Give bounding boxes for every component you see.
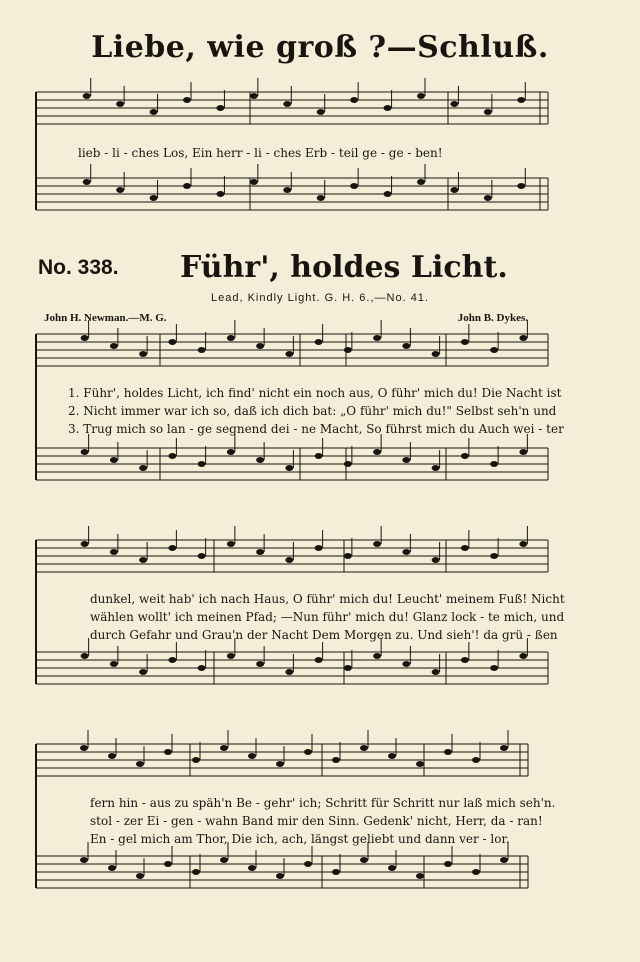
treble-3-note [402, 549, 410, 555]
treble-3-note [227, 541, 235, 547]
verse-1-line-3: fern hin - aus zu späh'n Be - gehr' ich; Schritt für Schritt nur laß mich seh'n. [90, 796, 556, 810]
bass-2-note [344, 461, 352, 467]
treble-4-note [388, 753, 396, 759]
treble-2-note [519, 335, 527, 341]
bass-1-note [250, 179, 258, 185]
bass-3-note [402, 661, 410, 667]
treble-1-note [283, 101, 291, 107]
treble-2-note [432, 351, 440, 357]
bass-4-note [472, 869, 480, 875]
verse-2-line-2: wählen wollt' ich meinen Pfad; —Nun führ' mich du! Glanz lock - te mich, und [90, 610, 565, 624]
bass-1-note [484, 195, 492, 201]
treble-4-note [360, 745, 368, 751]
treble-2-note [402, 343, 410, 349]
treble-1-note [417, 93, 425, 99]
bass-3-note [81, 653, 89, 659]
treble-4-note [164, 749, 172, 755]
treble-3-note [110, 549, 118, 555]
composer-credit: John B. Dykes. [457, 312, 528, 324]
bass-1-note [150, 195, 158, 201]
treble-2-note [285, 351, 293, 357]
bass-4-note [248, 865, 256, 871]
bass-1-note [317, 195, 325, 201]
author-credit: John H. Newman.—M. G. [44, 312, 167, 324]
treble-1-note [150, 109, 158, 115]
verse-2-line-1: 2. Nicht immer war ich so, daß ich dich bat: „O führ' mich du!" Selbst seh'n und [68, 404, 557, 418]
bass-4-note [388, 865, 396, 871]
bass-3-note [461, 657, 469, 663]
continuation-title: Liebe, wie groß ?—Schluß. [91, 30, 549, 65]
bass-2-note [227, 449, 235, 455]
bass-1-note [417, 179, 425, 185]
treble-2-note [81, 335, 89, 341]
treble-1-note [517, 97, 525, 103]
bass-4-note [220, 857, 228, 863]
treble-1-note [83, 93, 91, 99]
bass-3-note [256, 661, 264, 667]
bass-2-note [490, 461, 498, 467]
bass-3-note [139, 669, 147, 675]
verse-3-line-2: durch Gefahr und Grau'n der Nacht Dem Morgen zu. Und sieh'! da grü - ßen [90, 628, 558, 642]
treble-2-note [490, 347, 498, 353]
treble-2-note [461, 339, 469, 345]
treble-1-note [484, 109, 492, 115]
treble-4-note [472, 757, 480, 763]
treble-1-note [350, 97, 358, 103]
treble-3-note [139, 557, 147, 563]
bass-2-note [315, 453, 323, 459]
bass-3-note [285, 669, 293, 675]
treble-2-note [168, 339, 176, 345]
bass-3-note [373, 653, 381, 659]
verse-2-line-3: stol - zer Ei - gen - wahn Band mir den Sinn. Gedenk' nicht, Herr, da - ran! [90, 814, 543, 828]
bass-2-note [81, 449, 89, 455]
verse-1-line-2: dunkel, weit hab' ich nach Haus, O führ' mich du! Leucht' meinem Fuß! Nicht [90, 592, 565, 606]
bass-4-note [136, 873, 144, 879]
treble-3-note [198, 553, 206, 559]
verse-1-line-1: 1. Führ', holdes Licht, ich find' nicht ein noch aus, O führ' mich du! Die Nacht ist [68, 386, 562, 400]
bass-2-note [139, 465, 147, 471]
treble-4-note [416, 761, 424, 767]
treble-1-note [250, 93, 258, 99]
bass-1-note [216, 191, 224, 197]
bass-1-note [116, 187, 124, 193]
bass-3-note [344, 665, 352, 671]
treble-3-note [373, 541, 381, 547]
treble-3-note [344, 553, 352, 559]
bass-2-note [285, 465, 293, 471]
bass-3-note [432, 669, 440, 675]
treble-3-note [256, 549, 264, 555]
bass-3-note [168, 657, 176, 663]
treble-3-note [490, 553, 498, 559]
treble-1-note [216, 105, 224, 111]
hymn-number: No. 338. [38, 256, 119, 279]
bass-3-note [110, 661, 118, 667]
bass-3-note [519, 653, 527, 659]
treble-4-note [80, 745, 88, 751]
bass-2-note [461, 453, 469, 459]
bass-4-note [500, 857, 508, 863]
bass-4-note [192, 869, 200, 875]
bass-3-note [490, 665, 498, 671]
bass-1-note [83, 179, 91, 185]
treble-2-note [373, 335, 381, 341]
treble-2-note [139, 351, 147, 357]
treble-4-note [276, 761, 284, 767]
treble-2-note [344, 347, 352, 353]
bass-4-note [80, 857, 88, 863]
bass-3-note [227, 653, 235, 659]
treble-3-note [519, 541, 527, 547]
treble-3-note [432, 557, 440, 563]
treble-3-note [168, 545, 176, 551]
top-lyric: lieb - li - ches Los, Ein herr - li - ches Erb - teil ge - ge - ben! [78, 146, 443, 160]
bass-4-note [304, 861, 312, 867]
treble-2-note [227, 335, 235, 341]
bass-4-note [416, 873, 424, 879]
treble-3-note [315, 545, 323, 551]
treble-3-note [461, 545, 469, 551]
treble-4-note [220, 745, 228, 751]
bass-1-note [450, 187, 458, 193]
treble-3-note [285, 557, 293, 563]
bass-2-note [168, 453, 176, 459]
bass-4-note [444, 861, 452, 867]
bass-4-note [360, 857, 368, 863]
verse-3-line-3: En - gel mich am Thor, Die ich, ach, längst geliebt und dann ver - lor. [90, 832, 510, 846]
bass-2-note [110, 457, 118, 463]
treble-4-note [444, 749, 452, 755]
bass-2-note [402, 457, 410, 463]
treble-4-note [248, 753, 256, 759]
bass-2-note [519, 449, 527, 455]
bass-4-note [164, 861, 172, 867]
treble-3-note [81, 541, 89, 547]
treble-1-note [384, 105, 392, 111]
bass-1-note [350, 183, 358, 189]
treble-4-note [108, 753, 116, 759]
treble-1-note [317, 109, 325, 115]
bass-2-note [373, 449, 381, 455]
treble-4-note [304, 749, 312, 755]
hymn-title: Führ', holdes Licht. [180, 250, 508, 285]
bass-4-note [276, 873, 284, 879]
bass-1-note [183, 183, 191, 189]
bass-2-note [198, 461, 206, 467]
bass-1-note [384, 191, 392, 197]
bass-4-note [332, 869, 340, 875]
treble-4-note [332, 757, 340, 763]
bass-2-note [432, 465, 440, 471]
tune-reference: Lead, Kindly Light. G. H. 6.,—No. 41. [211, 292, 429, 304]
bass-3-note [198, 665, 206, 671]
bass-2-note [256, 457, 264, 463]
treble-1-note [116, 101, 124, 107]
treble-4-note [500, 745, 508, 751]
treble-2-note [110, 343, 118, 349]
bass-3-note [315, 657, 323, 663]
bass-4-note [108, 865, 116, 871]
treble-2-note [198, 347, 206, 353]
treble-1-note [450, 101, 458, 107]
treble-1-note [183, 97, 191, 103]
bass-1-note [283, 187, 291, 193]
treble-4-note [192, 757, 200, 763]
treble-4-note [136, 761, 144, 767]
bass-1-note [517, 183, 525, 189]
treble-2-note [315, 339, 323, 345]
treble-2-note [256, 343, 264, 349]
verse-3-line-1: 3. Trug mich so lan - ge segnend dei - ne Macht, So führst mich du Auch wei - ter [68, 422, 564, 436]
